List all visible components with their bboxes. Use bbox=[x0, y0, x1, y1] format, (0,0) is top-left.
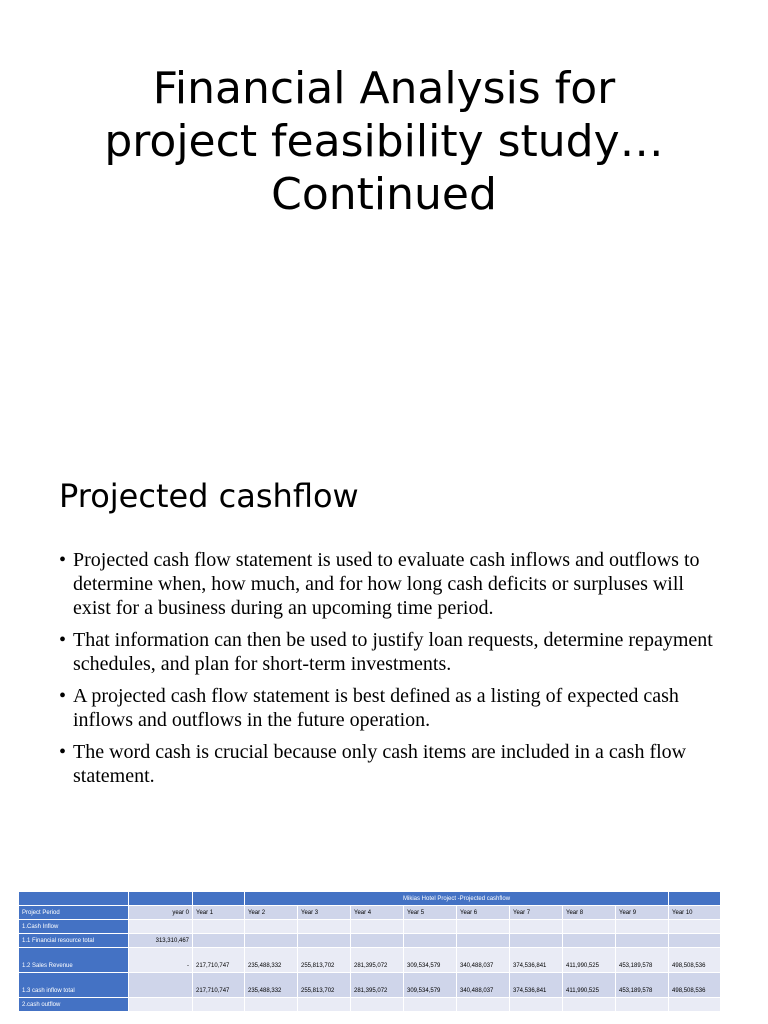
table-cell: Year 2 bbox=[245, 906, 298, 920]
bullet-item: • A projected cash flow statement is best defined as a listing of expected cash inflows and outflows in the future operation. bbox=[59, 685, 679, 731]
table-cell bbox=[351, 934, 404, 948]
table-cell: Year 10 bbox=[669, 906, 721, 920]
table-cell: Year 4 bbox=[351, 906, 404, 920]
cashflow-table bbox=[18, 891, 721, 1012]
table-cell bbox=[129, 920, 193, 934]
table-cell: 411,990,525 bbox=[563, 948, 616, 973]
table-cell bbox=[404, 934, 457, 948]
table-cell: 374,536,841 bbox=[510, 973, 563, 998]
table-cell: Year 5 bbox=[404, 906, 457, 920]
slide-title-heading: Financial Analysis for project feasibility study… Continued bbox=[104, 63, 664, 220]
table-cell: 255,813,702 bbox=[298, 973, 351, 998]
table-cell bbox=[457, 934, 510, 948]
table-cell: 1.1 Financial resource total bbox=[19, 934, 129, 948]
table-cell: year 0 bbox=[129, 906, 193, 920]
table-cell: - bbox=[129, 948, 193, 973]
table-row bbox=[19, 998, 721, 1012]
bullet-item: • That information can then be used to justify loan requests, determine repayment schedules, and plan for short-term investments. bbox=[59, 629, 713, 675]
table-cell bbox=[510, 998, 563, 1012]
table-cell: 217,710,747 bbox=[193, 973, 245, 998]
table-cell bbox=[616, 934, 669, 948]
bullet-list bbox=[59, 548, 719, 796]
table-cell: Year 3 bbox=[298, 906, 351, 920]
table-row bbox=[19, 934, 721, 948]
table-cell: 1.Cash Inflow bbox=[19, 920, 129, 934]
table-cell: 411,990,525 bbox=[563, 973, 616, 998]
table-caption-row bbox=[19, 892, 721, 906]
table-cell: 281,395,072 bbox=[351, 948, 404, 973]
table-cell bbox=[19, 892, 129, 906]
table-cell bbox=[129, 998, 193, 1012]
table-cell bbox=[129, 892, 193, 906]
table-cell: 1.2 Sales Revenue bbox=[19, 948, 129, 973]
table-cell bbox=[669, 998, 721, 1012]
table-row bbox=[19, 920, 721, 934]
table-cell bbox=[298, 998, 351, 1012]
table-cell: 498,508,536 bbox=[669, 973, 721, 998]
table-cell: Year 8 bbox=[563, 906, 616, 920]
table-cell: Year 9 bbox=[616, 906, 669, 920]
table-cell: 255,813,702 bbox=[298, 948, 351, 973]
table-cell: Year 1 bbox=[193, 906, 245, 920]
table-cell: Year 6 bbox=[457, 906, 510, 920]
table-cell bbox=[563, 920, 616, 934]
table-cell bbox=[669, 934, 721, 948]
table-row bbox=[19, 973, 721, 998]
table-cell bbox=[129, 973, 193, 998]
table-cell bbox=[193, 892, 245, 906]
table-cell bbox=[669, 892, 721, 906]
table-cell bbox=[404, 920, 457, 934]
table-cell: 453,189,578 bbox=[616, 948, 669, 973]
bullet-text: A projected cash flow statement is best defined as a listing of expected cash inflows and outflows in the future operation. bbox=[73, 685, 679, 731]
table-cell: 309,534,579 bbox=[404, 948, 457, 973]
table-cell bbox=[245, 920, 298, 934]
table-cell bbox=[404, 998, 457, 1012]
cashflow-table-wrap bbox=[18, 891, 720, 1012]
bullet-item: • Projected cash flow statement is used to evaluate cash inflows and outflows to determine when, how much, and for how long cash deficits or surpluses will exist for a business during an upcoming time period. bbox=[59, 549, 700, 619]
table-cell: 281,395,072 bbox=[351, 973, 404, 998]
table-cell: Project Period bbox=[19, 906, 129, 920]
table-cell bbox=[616, 998, 669, 1012]
table-cell: 309,534,579 bbox=[404, 973, 457, 998]
table-cell bbox=[245, 934, 298, 948]
table-row bbox=[19, 906, 721, 920]
table-cell bbox=[298, 934, 351, 948]
table-cell bbox=[563, 934, 616, 948]
bullet-text: That information can then be used to justify loan requests, determine repayment schedules, and plan for short-term investments. bbox=[73, 629, 713, 675]
bullet-item: • The word cash is crucial because only cash items are included in a cash flow statement. bbox=[59, 741, 687, 787]
section-heading: Projected cashflow bbox=[59, 477, 359, 515]
table-cell bbox=[616, 920, 669, 934]
table-cell bbox=[193, 920, 245, 934]
table-cell bbox=[457, 998, 510, 1012]
table-cell bbox=[510, 920, 563, 934]
table-cell bbox=[457, 920, 510, 934]
table-cell: 235,488,332 bbox=[245, 973, 298, 998]
table-cell: 217,710,747 bbox=[193, 948, 245, 973]
table-cell bbox=[669, 920, 721, 934]
table-cell: 374,536,841 bbox=[510, 948, 563, 973]
table-caption: Mikias Hotel Project -Projected cashflow bbox=[245, 892, 669, 906]
table-cell bbox=[563, 998, 616, 1012]
table-cell: 313,310,467 bbox=[129, 934, 193, 948]
table-cell bbox=[193, 998, 245, 1012]
table-cell bbox=[351, 998, 404, 1012]
table-cell bbox=[245, 998, 298, 1012]
table-cell: 498,508,536 bbox=[669, 948, 721, 973]
table-cell: 453,189,578 bbox=[616, 973, 669, 998]
table-cell: 340,488,037 bbox=[457, 973, 510, 998]
table-cell: 340,488,037 bbox=[457, 948, 510, 973]
table-cell bbox=[298, 920, 351, 934]
table-cell: Year 7 bbox=[510, 906, 563, 920]
table-row bbox=[19, 948, 721, 973]
table-cell: 2.cash outflow bbox=[19, 998, 129, 1012]
table-cell bbox=[510, 934, 563, 948]
table-cell: 235,488,332 bbox=[245, 948, 298, 973]
table-cell bbox=[193, 934, 245, 948]
table-cell: 1.3 cash inflow total bbox=[19, 973, 129, 998]
table-cell bbox=[351, 920, 404, 934]
bullet-text: Projected cash flow statement is used to evaluate cash inflows and outflows to determine when, how much, and for how long cash deficits or surpluses will exist for a business during an upcoming time period. bbox=[73, 549, 700, 619]
bullet-text: The word cash is crucial because only cash items are included in a cash flow statement. bbox=[73, 741, 687, 787]
